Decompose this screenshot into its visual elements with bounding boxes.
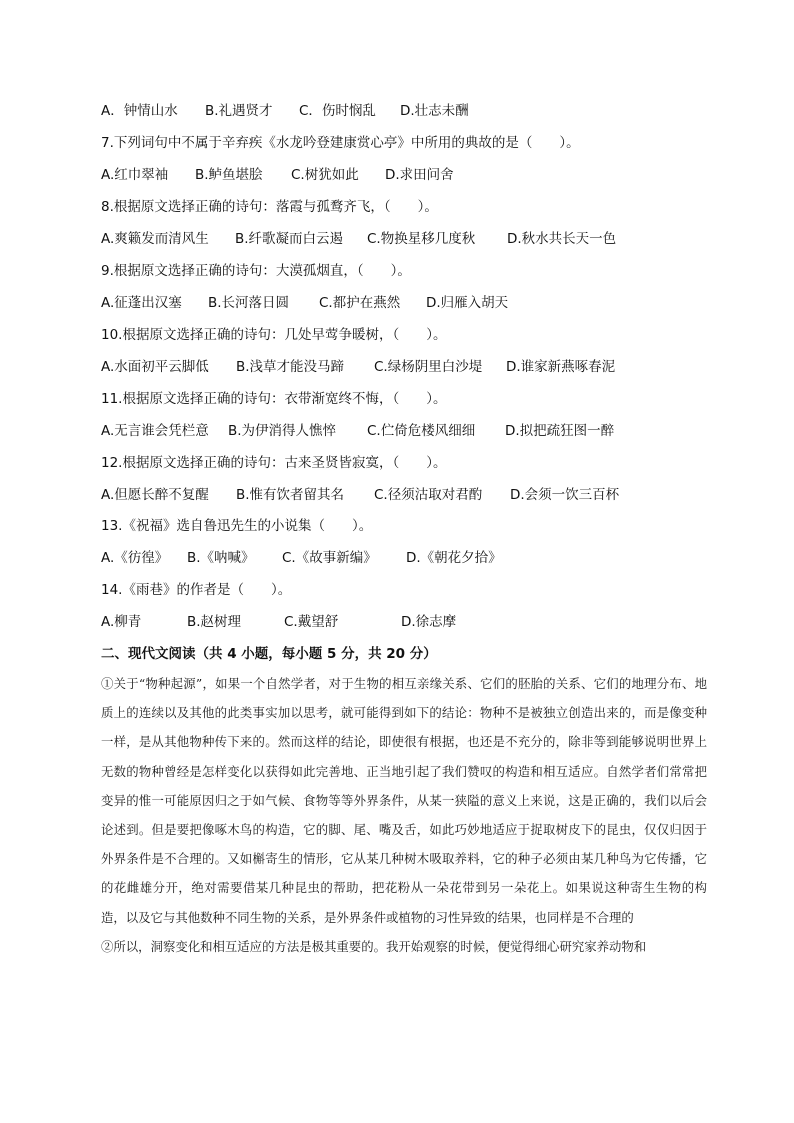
q9-option-c: C.都护在燕然 <box>319 295 401 311</box>
q13-option-b: B.《呐喊》 <box>187 550 255 566</box>
question-12-options <box>101 486 701 504</box>
q12-option-b: B.惟有饮者留其名 <box>236 487 345 503</box>
q7-option-a: A.红巾翠袖 <box>101 167 169 183</box>
q6-option-b: B.礼遇贤才 <box>205 103 273 119</box>
question-7-stem: 7.下列词句中不属于辛弃疾《水龙吟登建康赏心亭》中所用的典故的是（ ）。 <box>101 135 580 151</box>
question-14-options <box>101 613 701 631</box>
q8-option-c: C.物换星移几度秋 <box>367 231 476 247</box>
question-10-options <box>101 358 701 376</box>
passage-paragraph-2: ②所以，洞察变化和相互适应的方法是极其重要的。我开始观察的时候，便觉得细心研究家养动物和 <box>101 938 647 954</box>
question-7-options <box>101 166 701 184</box>
question-11-stem: 11.根据原文选择正确的诗句：衣带渐宽终不悔，（ ）。 <box>101 391 447 407</box>
q6-option-d: D.壮志未酬 <box>400 103 469 119</box>
q14-option-a: A.柳青 <box>101 614 142 630</box>
q9-option-b: B.长河落日圆 <box>208 295 290 311</box>
question-9-stem: 9.根据原文选择正确的诗句：大漠孤烟直，（ ）。 <box>101 263 411 279</box>
question-11-options <box>101 422 701 440</box>
q11-option-c: C.伫倚危楼风细细 <box>367 423 476 439</box>
q9-option-d: D.归雁入胡天 <box>426 295 509 311</box>
question-13-stem: 13.《祝福》选自鲁迅先生的小说集（ ）。 <box>101 518 373 534</box>
q12-option-d: D.会须一饮三百杯 <box>510 487 620 503</box>
question-10-stem: 10.根据原文选择正确的诗句：几处早莺争暖树，（ ）。 <box>101 327 447 343</box>
q14-option-b: B.赵树理 <box>187 614 242 630</box>
q9-option-a: A.征蓬出汉塞 <box>101 295 182 311</box>
q8-option-b: B.纤歌凝而白云遏 <box>235 231 344 247</box>
passage-paragraph-1: ①关于“物种起源”，如果一个自然学者，对于生物的相互亲缘关系、它们的胚胎的关系、它们的地理分布、地质上的连续以及其他的此类事实加以思考，就可能得到如下的结论：物种不是被独立创造出来的，而是像变种一样，是从其他物种传下来的。然而这样的结论，即使很有根据，也还是不充分的，除非等到能够说明世界上无数的物种曾经是怎样变化以获得如此完善地、正当地引起了我们赞叹的构造和相互适应。自然学者们常常把变异的惟一可能原因归之于如气候、食物等等外界条件，从某一狭隘的意义上来说，这是正确的，我们以后会论述到。但是要把像啄木鸟的构造，它的脚、尾、嘴及舌，如此巧妙地适应于捉取树皮下的昆虫，仅仅归因于外界条件是不合理的。又如槲寄生的情形，它从某几种树木吸取养料，它的种子必须由某几种鸟为它传播，它的花雌雄分开，绝对需要借某几种昆虫的帮助，把花粉从一朵花带到另一朵花上。如果说这种寄生生物的构造，以及它与其他数种不同生物的关系，是外界条件或植物的习性异致的结果，也同样是不合理的 <box>101 676 707 925</box>
q7-option-b: B.鲈鱼堪脍 <box>195 167 263 183</box>
q11-option-a: A.无言谁会凭栏意 <box>101 423 209 439</box>
q13-option-d: D.《朝花夕拾》 <box>406 550 502 566</box>
q11-option-d: D.拟把疏狂图一醉 <box>505 423 615 439</box>
section-heading-modern-reading: 二、现代文阅读（共 4 小题，每小题 5 分，共 20 分） <box>101 646 437 662</box>
q7-option-d: D.求田问舍 <box>385 167 454 183</box>
q10-option-b: B.浅草才能没马蹄 <box>236 359 345 375</box>
question-12-stem: 12.根据原文选择正确的诗句：古来圣贤皆寂寞，（ ）。 <box>101 455 447 471</box>
q11-option-b: B.为伊消得人憔悴 <box>228 423 337 439</box>
q14-option-c: C.戴望舒 <box>284 614 339 630</box>
question-8-options <box>101 230 701 248</box>
question-13-options <box>101 549 701 567</box>
q6-option-c: C．伤时悯乱 <box>299 103 376 119</box>
q6-options <box>101 102 701 120</box>
q10-option-a: A.水面初平云脚低 <box>101 359 209 375</box>
q14-option-d: D.徐志摩 <box>401 614 457 630</box>
q8-option-d: D.秋水共长天一色 <box>507 231 617 247</box>
q10-option-d: D.谁家新燕啄春泥 <box>506 359 616 375</box>
q13-option-c: C.《故事新编》 <box>282 550 377 566</box>
question-8-stem: 8.根据原文选择正确的诗句：落霞与孤鹜齐飞，（ ）。 <box>101 199 438 215</box>
q10-option-c: C.绿杨阴里白沙堤 <box>374 359 483 375</box>
q6-option-a: A．钟情山水 <box>101 103 178 119</box>
question-14-stem: 14.《雨巷》的作者是（ ）。 <box>101 582 292 598</box>
question-9-options <box>101 294 701 312</box>
q7-option-c: C.树犹如此 <box>291 167 359 183</box>
q12-option-c: C.径须沽取对君酌 <box>374 487 483 503</box>
q13-option-a: A.《彷徨》 <box>101 550 169 566</box>
q8-option-a: A.爽籁发而清风生 <box>101 231 209 247</box>
reading-passage <box>101 669 707 961</box>
q12-option-a: A.但愿长醉不复醒 <box>101 487 209 503</box>
